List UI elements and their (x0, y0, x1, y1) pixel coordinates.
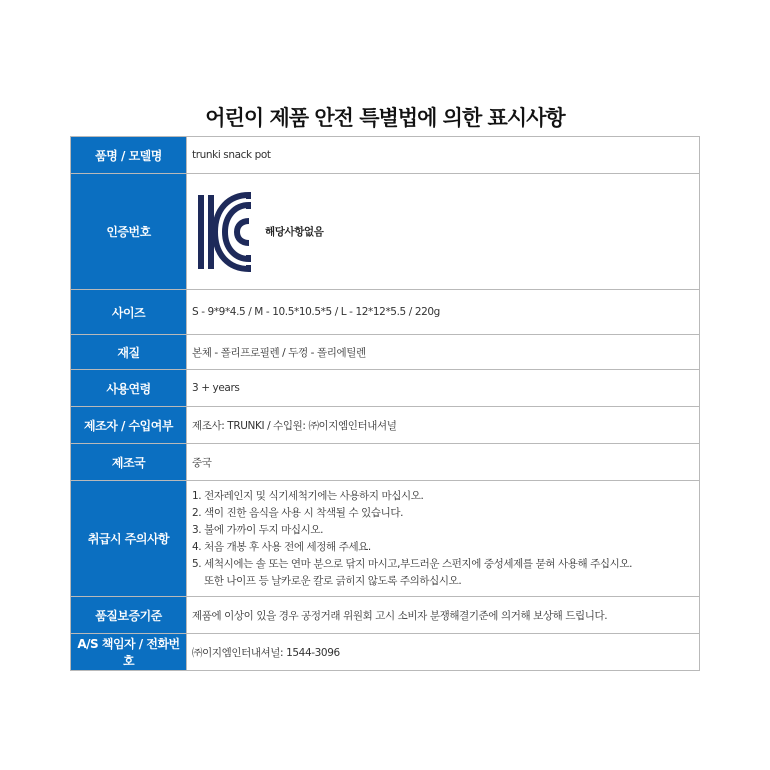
table-row (71, 290, 700, 335)
list-item: 2. 색이 진한 음식을 사용 시 착색될 수 있습니다. (192, 506, 404, 519)
table-row (71, 370, 700, 407)
list-item: 또한 나이프 등 날카로운 칼로 긁히지 않도록 주의하십시오. (204, 574, 462, 587)
age-label: 사용연령 (71, 370, 187, 407)
quality-label: 품질보증기준 (71, 597, 187, 634)
size-value: S - 9*9*4.5 / M - 10.5*10.5*5 / L - 12*12*5.5 / 220g (187, 290, 700, 335)
table-row (71, 174, 700, 290)
size-label: 사이즈 (71, 290, 187, 335)
table-row (71, 481, 700, 597)
maker-label: 제조자 / 수입여부 (71, 407, 187, 444)
table-row (71, 335, 700, 370)
cert-value: 해당사항없음 (265, 226, 324, 238)
table-row (71, 597, 700, 634)
caution-value-cell (187, 481, 700, 597)
as-value: ㈜이지엠인터내셔널: 1544-3096 (187, 634, 700, 671)
list-item: 5. 세척시에는 솔 또는 연마 분으로 닦지 마시고,부드러운 스펀지에 중성세제를 묻혀 사용해 주십시오. (192, 557, 633, 570)
origin-value: 중국 (187, 444, 700, 481)
product-info-table (70, 136, 700, 671)
list-item: 3. 불에 가까이 두지 마십시오. (192, 523, 324, 536)
product-label: 품명 / 모델명 (71, 137, 187, 174)
cert-value-cell (187, 174, 700, 290)
origin-label: 제조국 (71, 444, 187, 481)
product-value: trunki snack pot (187, 137, 700, 174)
table-row (71, 634, 700, 671)
quality-value: 제품에 이상이 있을 경우 공정거래 위원회 고시 소비자 분쟁해결기준에 의거해 보상해 드립니다. (187, 597, 700, 634)
list-item: 4. 처음 개봉 후 사용 전에 세정해 주세요. (192, 540, 371, 553)
kc-mark-icon (193, 187, 251, 277)
material-label: 재질 (71, 335, 187, 370)
material-value: 본체 - 폴리프로필렌 / 두껑 - 폴리에틸렌 (187, 335, 700, 370)
as-label: A/S 책임자 / 전화번호 (71, 634, 187, 671)
page-title: 어린이 제품 안전 특별법에 의한 표시사항 (205, 106, 565, 130)
maker-value: 제조사: TRUNKI / 수입원: ㈜이지엠인터내셔널 (187, 407, 700, 444)
table-row (71, 444, 700, 481)
caution-label: 취급시 주의사항 (71, 481, 187, 597)
age-value: 3 + years (187, 370, 700, 407)
caution-list (192, 488, 698, 590)
table-row (71, 407, 700, 444)
cert-label: 인증번호 (71, 174, 187, 290)
table-row (71, 137, 700, 174)
list-item: 1. 전자레인지 및 식기세척기에는 사용하지 마십시오. (192, 489, 424, 502)
